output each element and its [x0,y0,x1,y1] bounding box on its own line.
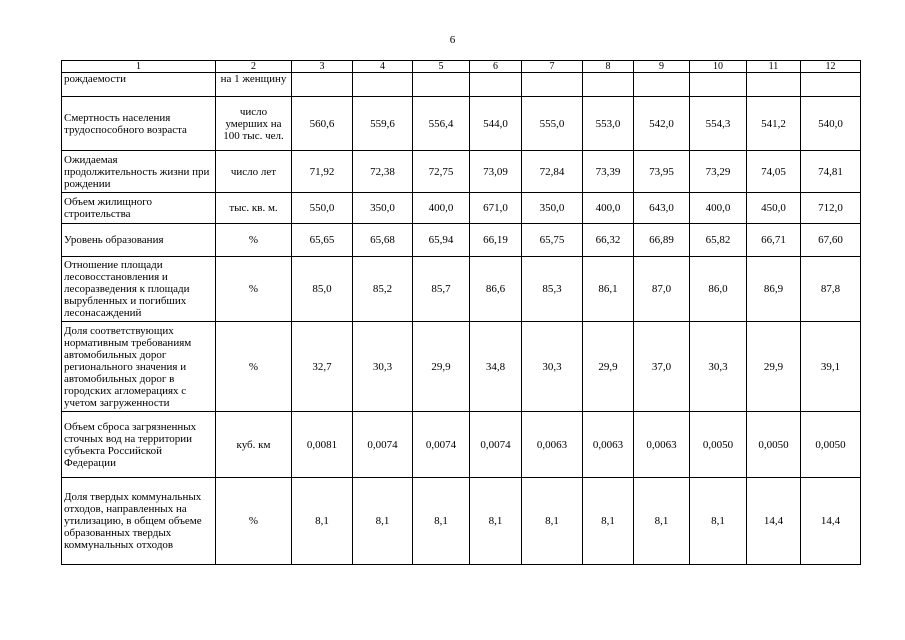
value-cell: 30,3 [522,322,583,412]
value-cell: 34,8 [470,322,522,412]
column-number: 12 [801,61,861,73]
value-cell: 0,0081 [292,412,353,478]
value-cell: 0,0050 [747,412,801,478]
value-cell: 0,0074 [470,412,522,478]
value-cell: 86,1 [583,257,634,322]
value-cell: 66,71 [747,224,801,257]
table-row [62,478,861,565]
value-cell: 0,0050 [801,412,861,478]
column-number: 6 [470,61,522,73]
column-number: 1 [62,61,216,73]
value-cell: 73,29 [690,151,747,193]
value-cell: 554,3 [690,97,747,151]
value-cell: 643,0 [634,193,690,224]
indicator-name: Доля соответствующих нормативным требованиям автомобильных дорог регионального значения и автомобильных дорог в городских агломерациях с учетом загруженности [62,322,216,412]
value-cell: 66,19 [470,224,522,257]
value-cell [801,73,861,97]
unit-of-measure: куб. км [216,412,292,478]
value-cell: 72,84 [522,151,583,193]
value-cell [413,73,470,97]
value-cell [353,73,413,97]
value-cell: 542,0 [634,97,690,151]
value-cell [522,73,583,97]
column-number-row [62,61,861,73]
unit-of-measure: число умерших на 100 тыс. чел. [216,97,292,151]
column-number: 4 [353,61,413,73]
value-cell: 67,60 [801,224,861,257]
value-cell: 29,9 [413,322,470,412]
value-cell [634,73,690,97]
column-number: 10 [690,61,747,73]
value-cell: 32,7 [292,322,353,412]
value-cell: 400,0 [690,193,747,224]
value-cell: 8,1 [522,478,583,565]
value-cell: 8,1 [470,478,522,565]
value-cell: 39,1 [801,322,861,412]
value-cell: 450,0 [747,193,801,224]
column-number: 2 [216,61,292,73]
value-cell: 555,0 [522,97,583,151]
unit-of-measure: тыс. кв. м. [216,193,292,224]
value-cell: 350,0 [522,193,583,224]
indicator-name: Доля твердых коммунальных отходов, направленных на утилизацию, в общем объеме образованных твердых коммунальных отходов [62,478,216,565]
table-row [62,97,861,151]
table-row [62,412,861,478]
value-cell: 14,4 [747,478,801,565]
value-cell: 74,05 [747,151,801,193]
value-cell: 712,0 [801,193,861,224]
value-cell: 0,0050 [690,412,747,478]
value-cell: 14,4 [801,478,861,565]
column-number: 3 [292,61,353,73]
value-cell: 560,6 [292,97,353,151]
value-cell: 65,75 [522,224,583,257]
value-cell: 8,1 [292,478,353,565]
value-cell: 671,0 [470,193,522,224]
unit-of-measure: на 1 женщину [216,73,292,97]
value-cell: 556,4 [413,97,470,151]
unit-of-measure: % [216,224,292,257]
value-cell: 0,0063 [522,412,583,478]
value-cell: 72,38 [353,151,413,193]
indicator-name: Объем сброса загрязненных сточных вод на территории субъекта Российской Федерации [62,412,216,478]
value-cell: 66,89 [634,224,690,257]
table-row [62,322,861,412]
indicator-name: рождаемости [62,73,216,97]
value-cell: 71,92 [292,151,353,193]
value-cell: 73,95 [634,151,690,193]
table-row [62,257,861,322]
column-number: 7 [522,61,583,73]
value-cell: 0,0074 [413,412,470,478]
value-cell: 87,8 [801,257,861,322]
value-cell: 540,0 [801,97,861,151]
column-number: 5 [413,61,470,73]
unit-of-measure: % [216,257,292,322]
value-cell: 86,6 [470,257,522,322]
unit-of-measure: % [216,322,292,412]
indicators-table [61,60,861,565]
value-cell: 559,6 [353,97,413,151]
value-cell [583,73,634,97]
value-cell: 30,3 [690,322,747,412]
value-cell: 86,9 [747,257,801,322]
unit-of-measure: % [216,478,292,565]
indicator-name: Смертность населения трудоспособного возраста [62,97,216,151]
value-cell: 29,9 [747,322,801,412]
table-row [62,193,861,224]
value-cell: 29,9 [583,322,634,412]
value-cell: 0,0074 [353,412,413,478]
value-cell: 553,0 [583,97,634,151]
value-cell: 8,1 [413,478,470,565]
value-cell: 544,0 [470,97,522,151]
value-cell: 400,0 [413,193,470,224]
value-cell: 8,1 [690,478,747,565]
value-cell: 86,0 [690,257,747,322]
value-cell: 66,32 [583,224,634,257]
value-cell: 8,1 [634,478,690,565]
value-cell: 65,82 [690,224,747,257]
value-cell: 30,3 [353,322,413,412]
value-cell: 85,7 [413,257,470,322]
value-cell: 550,0 [292,193,353,224]
table-row [62,151,861,193]
table-row [62,224,861,257]
value-cell: 8,1 [583,478,634,565]
value-cell: 73,39 [583,151,634,193]
value-cell: 87,0 [634,257,690,322]
value-cell: 8,1 [353,478,413,565]
value-cell: 65,68 [353,224,413,257]
value-cell: 85,3 [522,257,583,322]
value-cell: 0,0063 [634,412,690,478]
value-cell: 65,94 [413,224,470,257]
indicator-name: Объем жилищного строительства [62,193,216,224]
page-number: 6 [449,34,456,46]
value-cell: 65,65 [292,224,353,257]
column-number: 9 [634,61,690,73]
value-cell [747,73,801,97]
value-cell: 37,0 [634,322,690,412]
value-cell: 400,0 [583,193,634,224]
table-row [62,73,861,97]
value-cell: 85,2 [353,257,413,322]
value-cell [690,73,747,97]
value-cell: 541,2 [747,97,801,151]
value-cell: 85,0 [292,257,353,322]
value-cell [292,73,353,97]
indicator-name: Уровень образования [62,224,216,257]
value-cell: 350,0 [353,193,413,224]
value-cell: 73,09 [470,151,522,193]
value-cell: 0,0063 [583,412,634,478]
column-number: 11 [747,61,801,73]
unit-of-measure: число лет [216,151,292,193]
value-cell: 72,75 [413,151,470,193]
column-number: 8 [583,61,634,73]
value-cell: 74,81 [801,151,861,193]
indicator-name: Ожидаемая продолжительность жизни при рождении [62,151,216,193]
value-cell [470,73,522,97]
indicator-name: Отношение площади лесовосстановления и лесоразведения к площади вырубленных и погибших лесонасаждений [62,257,216,322]
